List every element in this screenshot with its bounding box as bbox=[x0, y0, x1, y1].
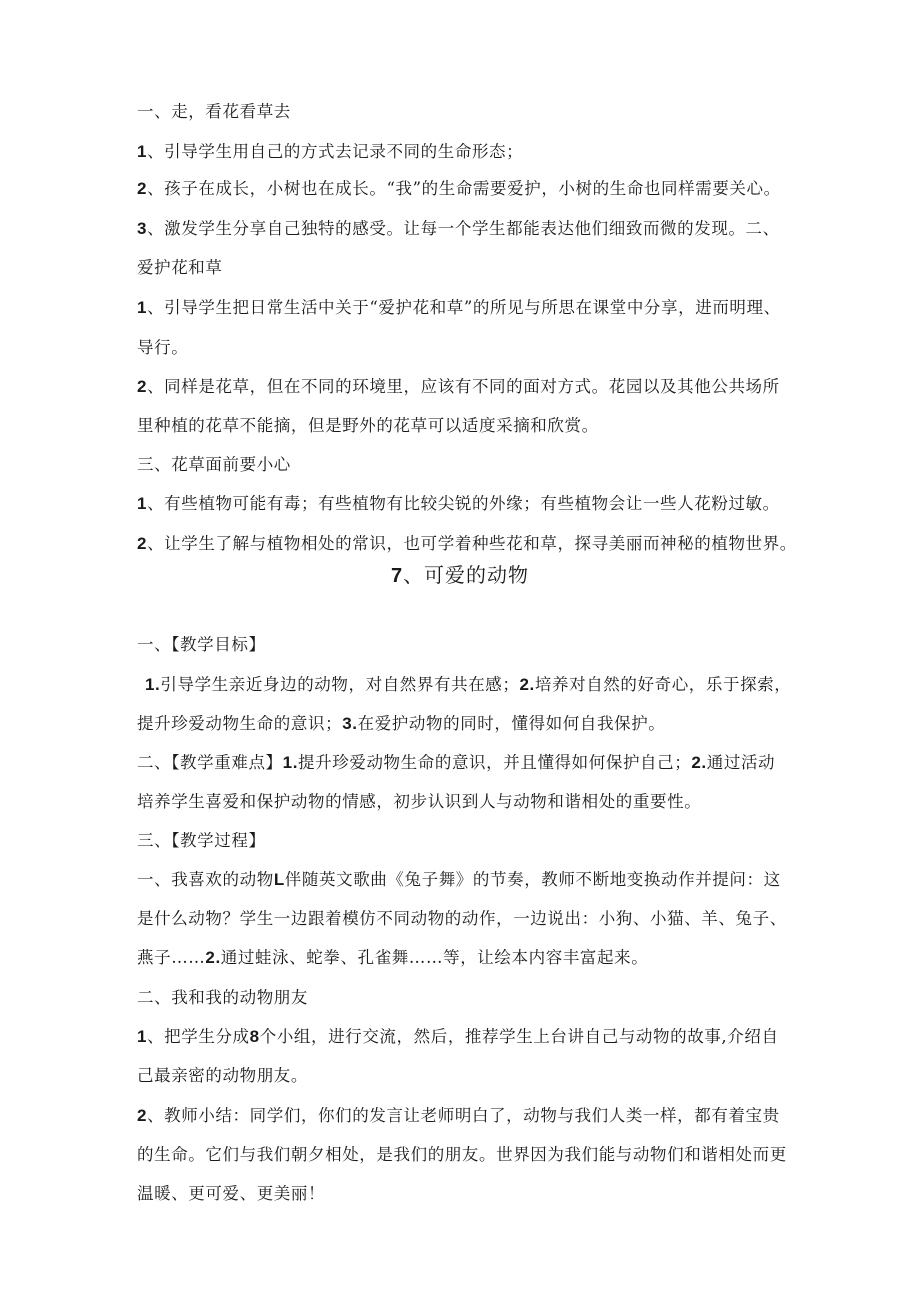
heading-me-and-animal-friends: 二、我和我的动物朋友 bbox=[137, 988, 308, 1007]
paragraph-continuation: 是什么动物？学生一边跟着模仿不同动物的动作，一边说出：小狗、小猫、羊、兔子、 bbox=[137, 909, 787, 928]
paragraph-continuation: 爱护花和草 bbox=[137, 258, 223, 277]
paragraph-continuation: 培养学生喜爱和保护动物的情感，初步认识到人与动物和谐相处的重要性。 bbox=[137, 792, 702, 811]
lesson-title: 7、可爱的动物 bbox=[390, 563, 530, 587]
paragraph-continuation: 提升珍爱动物生命的意识；3.在爱护动物的同时，懂得如何自我保护。 bbox=[137, 714, 666, 733]
paragraph: 二、【教学重难点】1.提升珍爱动物生命的意识，并且懂得如何保护自己；2.通过活动 bbox=[137, 753, 776, 772]
paragraph: 3、激发学生分享自己独特的感受。让每一个学生都能表达他们细致而微的发现。二、 bbox=[137, 219, 780, 238]
paragraph-continuation: 导行。 bbox=[137, 338, 189, 357]
heading-teaching-goals: 一、【教学目标】 bbox=[137, 635, 266, 654]
heading-careful-with-plants: 三、花草面前要小心 bbox=[137, 455, 291, 474]
paragraph: 2、教师小结：同学们，你们的发言让老师明白了，动物与我们人类一样，都有着宝贵 bbox=[137, 1106, 780, 1125]
paragraph-continuation: 里种植的花草不能摘，但是野外的花草可以适度采摘和欣赏。 bbox=[137, 416, 599, 435]
paragraph: 一、我喜欢的动物L伴随英文歌曲《兔子舞》的节奏，教师不断地变换动作并提问：这 bbox=[137, 870, 781, 889]
paragraph: 2、同样是花草，但在不同的环境里，应该有不同的面对方式。花园以及其他公共场所 bbox=[137, 377, 780, 396]
paragraph-continuation: 的生命。它们与我们朝夕相处，是我们的朋友。世界因为我们能与动物们和谐相处而更 bbox=[137, 1145, 787, 1164]
paragraph: 1、引导学生用自己的方式去记录不同的生命形态； bbox=[137, 142, 524, 161]
paragraph: 1、有些植物可能有毒；有些植物有比较尖锐的外缘；有些植物会让一些人花粉过敏。 bbox=[137, 494, 780, 513]
paragraph: 1、把学生分成8个小组，进行交流，然后，推荐学生上台讲自己与动物的故事,介绍自 bbox=[137, 1027, 779, 1046]
paragraph: 2、让学生了解与植物相处的常识，也可学着种些花和草，探寻美丽而神秘的植物世界。 bbox=[137, 534, 797, 553]
paragraph: 1、引导学生把日常生活中关于“爱护花和草”的所见与所思在课堂中分享，进而明理、 bbox=[137, 298, 781, 317]
paragraph-continuation: 温暖、更可爱、更美丽！ bbox=[137, 1184, 326, 1203]
paragraph: 1.引导学生亲近身边的动物，对自然界有共在感；2.培养对自然的好奇心，乐于探索， bbox=[145, 675, 792, 694]
heading-look-at-flowers: 一、走，看花看草去 bbox=[137, 102, 291, 121]
paragraph-continuation: 己最亲密的动物朋友。 bbox=[137, 1066, 308, 1085]
heading-teaching-process: 三、【教学过程】 bbox=[137, 831, 266, 850]
paragraph: 2、孩子在成长，小树也在成长。“我”的生命需要爱护，小树的生命也同样需要关心。 bbox=[137, 179, 781, 198]
paragraph-continuation: 燕子……2.通过蛙泳、蛇拳、孔雀舞……等，让绘本内容丰富起来。 bbox=[137, 948, 649, 967]
